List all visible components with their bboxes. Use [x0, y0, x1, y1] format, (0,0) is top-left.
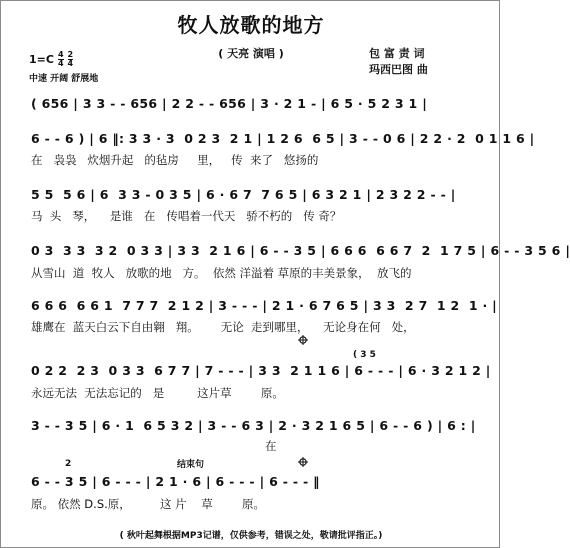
lyricist-credit: 包 富 责 词: [369, 47, 425, 60]
lyrics-row-7: 在: [31, 439, 277, 453]
key-signature: [29, 51, 73, 68]
notation-row-1: ( 656 | 3 3 - - 656 | 2 2 - - 656 | 3 · 2 1 - | 6 5 · 5 2 3 1 |: [31, 96, 428, 111]
notation-row-5: 6 6 6 6 6 1 7 7 7 2 1 2 | 3 - - - | 2 1 · 6 7 6 5 | 3 3 2 7 1 2 1 · |: [31, 298, 498, 313]
tempo-marking: 中速 开阔 舒展地: [29, 74, 99, 84]
lyrics-row-4: 从雪山 道 牧人 放歌的地 方。 依然 洋溢着 草原的丰美景象， 放飞的: [31, 266, 412, 280]
coda-icon: [298, 335, 308, 345]
song-title: 牧人放歌的地方: [177, 13, 325, 37]
notation-row-2: 6 - - 6 ) | 6 ‖: 3 3 · 3 0 2 3 2 1 | 1 2 6 6 5 | 3 - - 0 6 | 2 2 · 2 0 1 1 6 |: [31, 131, 535, 146]
singer-line: ( 天亮 演唱 ): [218, 47, 284, 60]
notation-row-8: 6 - - 3 5 | 6 - - - | 2 1 · 6 | 6 - - - | 6 - - - ‖: [31, 474, 320, 489]
ending-phrase-label: 结束句: [177, 460, 205, 470]
key-label: 1=C: [29, 53, 54, 66]
lyrics-row-8: 原。 依然 D.S.原， 这 片 草 原。: [31, 497, 266, 511]
coda-icon-2: [298, 457, 308, 467]
lyrics-row-6: 永远无法 无法忘记的 是 这片草 原。: [31, 386, 284, 400]
composer-credit: 玛西巴图 曲: [369, 63, 428, 76]
notation-row-7: 3 - - 3 5 | 6 · 1 6 5 3 2 | 3 - - 6 3 | 2 · 3 2 1 6 5 | 6 - - 6 ) | 6 : |: [31, 418, 476, 433]
notation-row-3: 5 5 5 6 | 6 3 3 - 0 3 5 | 6 · 6 7 7 6 5 | 6 3 2 1 | 2 3 2 2 - - |: [31, 187, 456, 202]
lyrics-row-2: 在 袅袅 炊烟升起 的毡房 里， 传 来了 悠扬的: [31, 153, 319, 167]
transcription-note: ( 秋叶起舞根据MP3记谱，仅供参考，错误之处，敬请批评指正。): [119, 531, 383, 541]
second-ending-marker: 2: [65, 459, 72, 469]
bracket-note-marking: ( 3 5: [353, 350, 376, 360]
notation-row-6: 0 2 2 2 3 0 3 3 6 7 7 | 7 - - - | 3 3 2 1 1 6 | 6 - - - | 6 · 3 2 1 2 |: [31, 363, 491, 378]
time-signature-1: 4 4: [57, 50, 64, 68]
lyrics-row-3: 马 头 琴， 是谁 在 传唱着一代天 骄不朽的 传 奇？: [31, 209, 342, 223]
lyrics-row-5: 雄鹰在 蓝天白云下自由翱 翔。 无论 走到哪里， 无论身在何 处，: [31, 320, 415, 334]
notation-row-4: 0 3 3 3 3 2 0 3 3 | 3 3 2 1 6 | 6 - - 3 5 | 6 6 6 6 6 7 2 1 7 5 | 6 - - 3 5 6 |: [31, 243, 570, 258]
time-signature-2: 2 4: [67, 50, 74, 68]
